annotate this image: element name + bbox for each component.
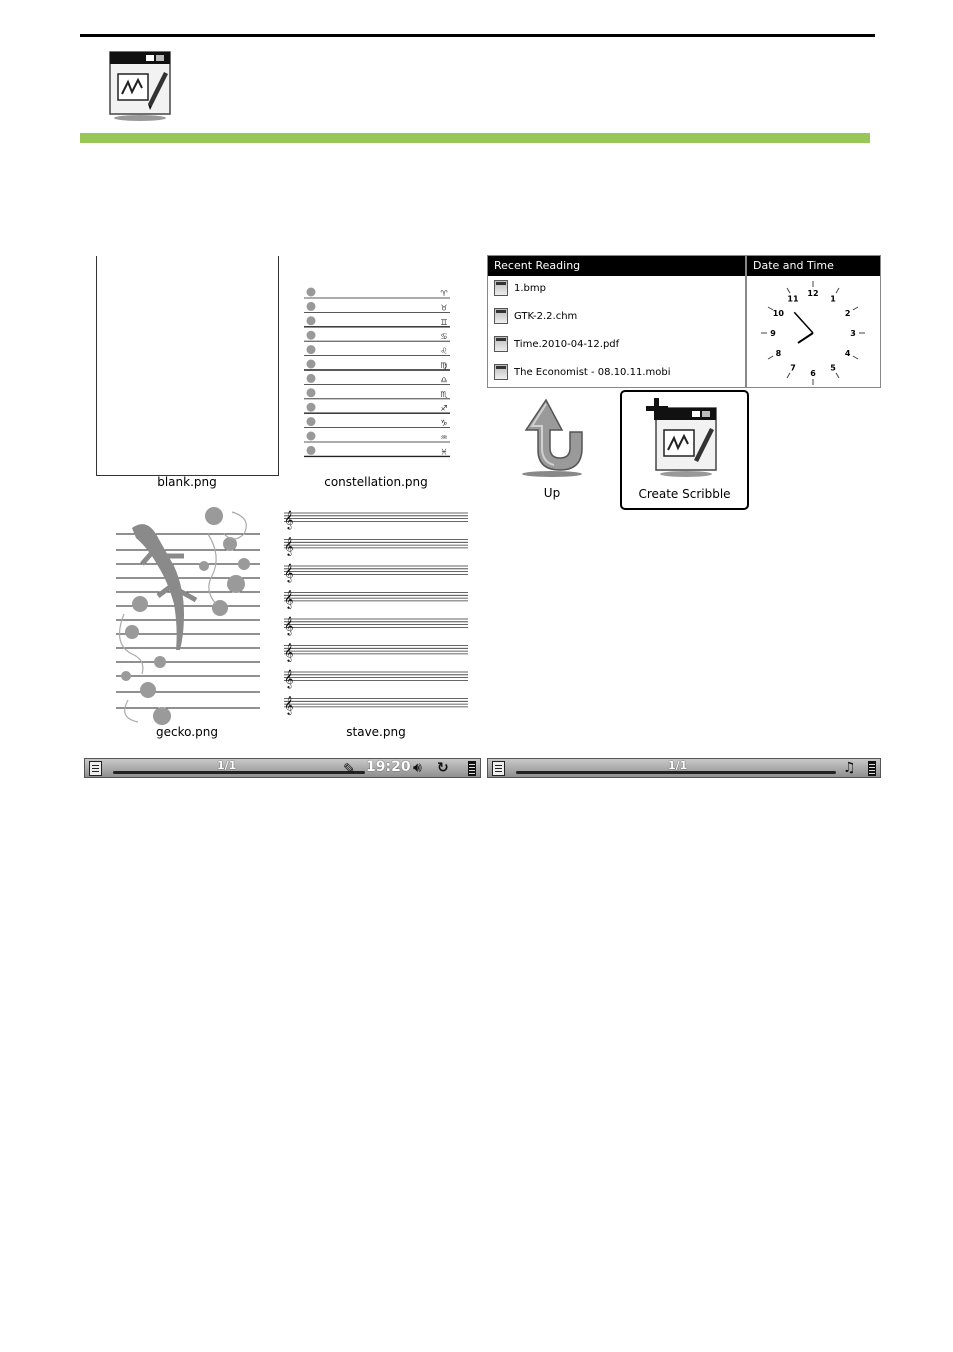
zodiac-symbol: ♈ xyxy=(440,289,448,298)
create-scribble-label: Create Scribble xyxy=(638,487,731,501)
menu-icon[interactable] xyxy=(89,761,102,776)
constellation-figure xyxy=(307,288,316,297)
clock-tick xyxy=(787,288,790,293)
battery-icon xyxy=(868,761,876,776)
clock-number: 5 xyxy=(830,363,836,373)
clock-minute-hand xyxy=(794,312,813,333)
constellation-figure xyxy=(307,388,316,397)
zodiac-symbol: ♌ xyxy=(440,346,448,356)
clock-number: 12 xyxy=(807,289,819,298)
recent-item[interactable] xyxy=(494,306,577,328)
treble-clef-icon: 𝄞 xyxy=(284,669,294,688)
pen-icon[interactable]: ✎ xyxy=(343,760,356,778)
treble-clef-icon: 𝄞 xyxy=(284,563,294,582)
recent-item-label: GTK-2.2.chm xyxy=(514,311,578,322)
clock-number: 6 xyxy=(810,369,816,378)
top-rule xyxy=(80,34,875,37)
clock-number: 10 xyxy=(772,309,784,318)
page-number: 1/1 xyxy=(668,759,688,772)
date-time-title: Date and Time xyxy=(747,256,880,276)
music-icon[interactable]: ♫ xyxy=(843,760,856,776)
date-time-panel xyxy=(746,255,881,388)
scribble-app-icon xyxy=(104,48,176,124)
constellation-figure xyxy=(307,432,316,441)
template-blank-thumbnail[interactable] xyxy=(96,256,279,476)
left-status-bar xyxy=(84,758,481,778)
recent-item-label: Time.2010-04-12.pdf xyxy=(514,339,620,350)
right-status-bar xyxy=(487,758,881,778)
create-scribble-button[interactable] xyxy=(620,390,749,510)
menu-icon[interactable] xyxy=(492,761,505,776)
template-gecko-thumbnail[interactable] xyxy=(112,504,262,726)
up-arrow-icon xyxy=(500,390,604,480)
template-stave-label: stave.png xyxy=(346,725,406,739)
constellation-figure xyxy=(307,446,316,455)
document-icon xyxy=(494,280,508,296)
clock-number: 8 xyxy=(775,349,782,358)
zodiac-symbol: ♏ xyxy=(440,389,448,399)
rotate-icon[interactable]: ↻ xyxy=(437,760,449,776)
recent-item-label: 1.bmp xyxy=(514,283,546,294)
analog-clock xyxy=(747,276,880,387)
clock-tick xyxy=(836,373,839,378)
template-constellation-thumbnail[interactable] xyxy=(304,282,450,458)
recent-reading-title: Recent Reading xyxy=(488,256,745,276)
template-gecko-label: gecko.png xyxy=(156,725,218,739)
template-stave-thumbnail[interactable] xyxy=(284,508,468,724)
up-label: Up xyxy=(543,486,561,500)
zodiac-symbol: ♎ xyxy=(440,375,448,385)
clock-number: 1 xyxy=(830,294,836,304)
clock-number: 2 xyxy=(844,309,851,318)
page-number: 1/1 xyxy=(217,759,237,772)
constellation-figure xyxy=(307,403,316,412)
zodiac-symbol: ♋ xyxy=(440,332,448,342)
zodiac-symbol: ♒ xyxy=(440,433,448,442)
clock-tick xyxy=(853,356,858,359)
up-button[interactable] xyxy=(500,390,604,508)
clock-number: 7 xyxy=(790,363,796,373)
constellation-figure xyxy=(307,345,316,354)
clock-number: 4 xyxy=(844,349,851,358)
zodiac-symbol: ♉ xyxy=(440,303,448,313)
treble-clef-icon: 𝄞 xyxy=(284,589,294,609)
zodiac-symbol: ♓ xyxy=(440,447,448,457)
document-icon xyxy=(494,364,508,380)
zodiac-symbol: ♍ xyxy=(440,361,448,370)
treble-clef-icon: 𝄞 xyxy=(284,642,294,662)
constellation-figure xyxy=(307,331,316,340)
volume-icon[interactable]: 🔊︎ xyxy=(413,760,422,776)
clock-tick xyxy=(853,307,858,310)
section-divider xyxy=(80,133,870,143)
template-blank-label: blank.png xyxy=(157,475,217,489)
document-icon xyxy=(494,336,508,352)
recent-item[interactable] xyxy=(494,334,619,356)
clock-number: 11 xyxy=(787,294,799,304)
constellation-figure xyxy=(307,302,316,311)
clock-tick xyxy=(836,288,839,293)
treble-clef-icon: 𝄞 xyxy=(284,616,294,635)
recent-item[interactable] xyxy=(494,362,670,384)
recent-item[interactable] xyxy=(494,278,546,300)
clock-tick xyxy=(768,356,773,359)
constellation-figure xyxy=(307,360,316,369)
clock-hour-hand xyxy=(798,333,813,343)
page-progress-track[interactable] xyxy=(113,771,365,774)
zodiac-symbol: ♊ xyxy=(440,317,448,327)
constellation-figure xyxy=(307,374,316,383)
clock-number: 9 xyxy=(770,329,776,338)
constellation-figure xyxy=(307,417,316,426)
zodiac-symbol: ♑ xyxy=(440,418,448,428)
template-constellation-label: constellation.png xyxy=(324,475,428,489)
create-scribble-icon xyxy=(646,398,726,480)
constellation-figure xyxy=(307,316,316,325)
document-icon xyxy=(494,308,508,324)
zodiac-symbol: ♐ xyxy=(440,404,448,414)
clock-text: 19:20 xyxy=(366,759,411,775)
recent-reading-panel xyxy=(487,255,746,388)
treble-clef-icon: 𝄞 xyxy=(284,536,294,556)
recent-item-label: The Economist - 08.10.11.mobi xyxy=(514,367,671,378)
clock-tick xyxy=(787,373,790,378)
treble-clef-icon: 𝄞 xyxy=(284,695,294,715)
battery-icon xyxy=(468,761,476,776)
treble-clef-icon: 𝄞 xyxy=(284,510,294,529)
clock-number: 3 xyxy=(850,329,856,338)
